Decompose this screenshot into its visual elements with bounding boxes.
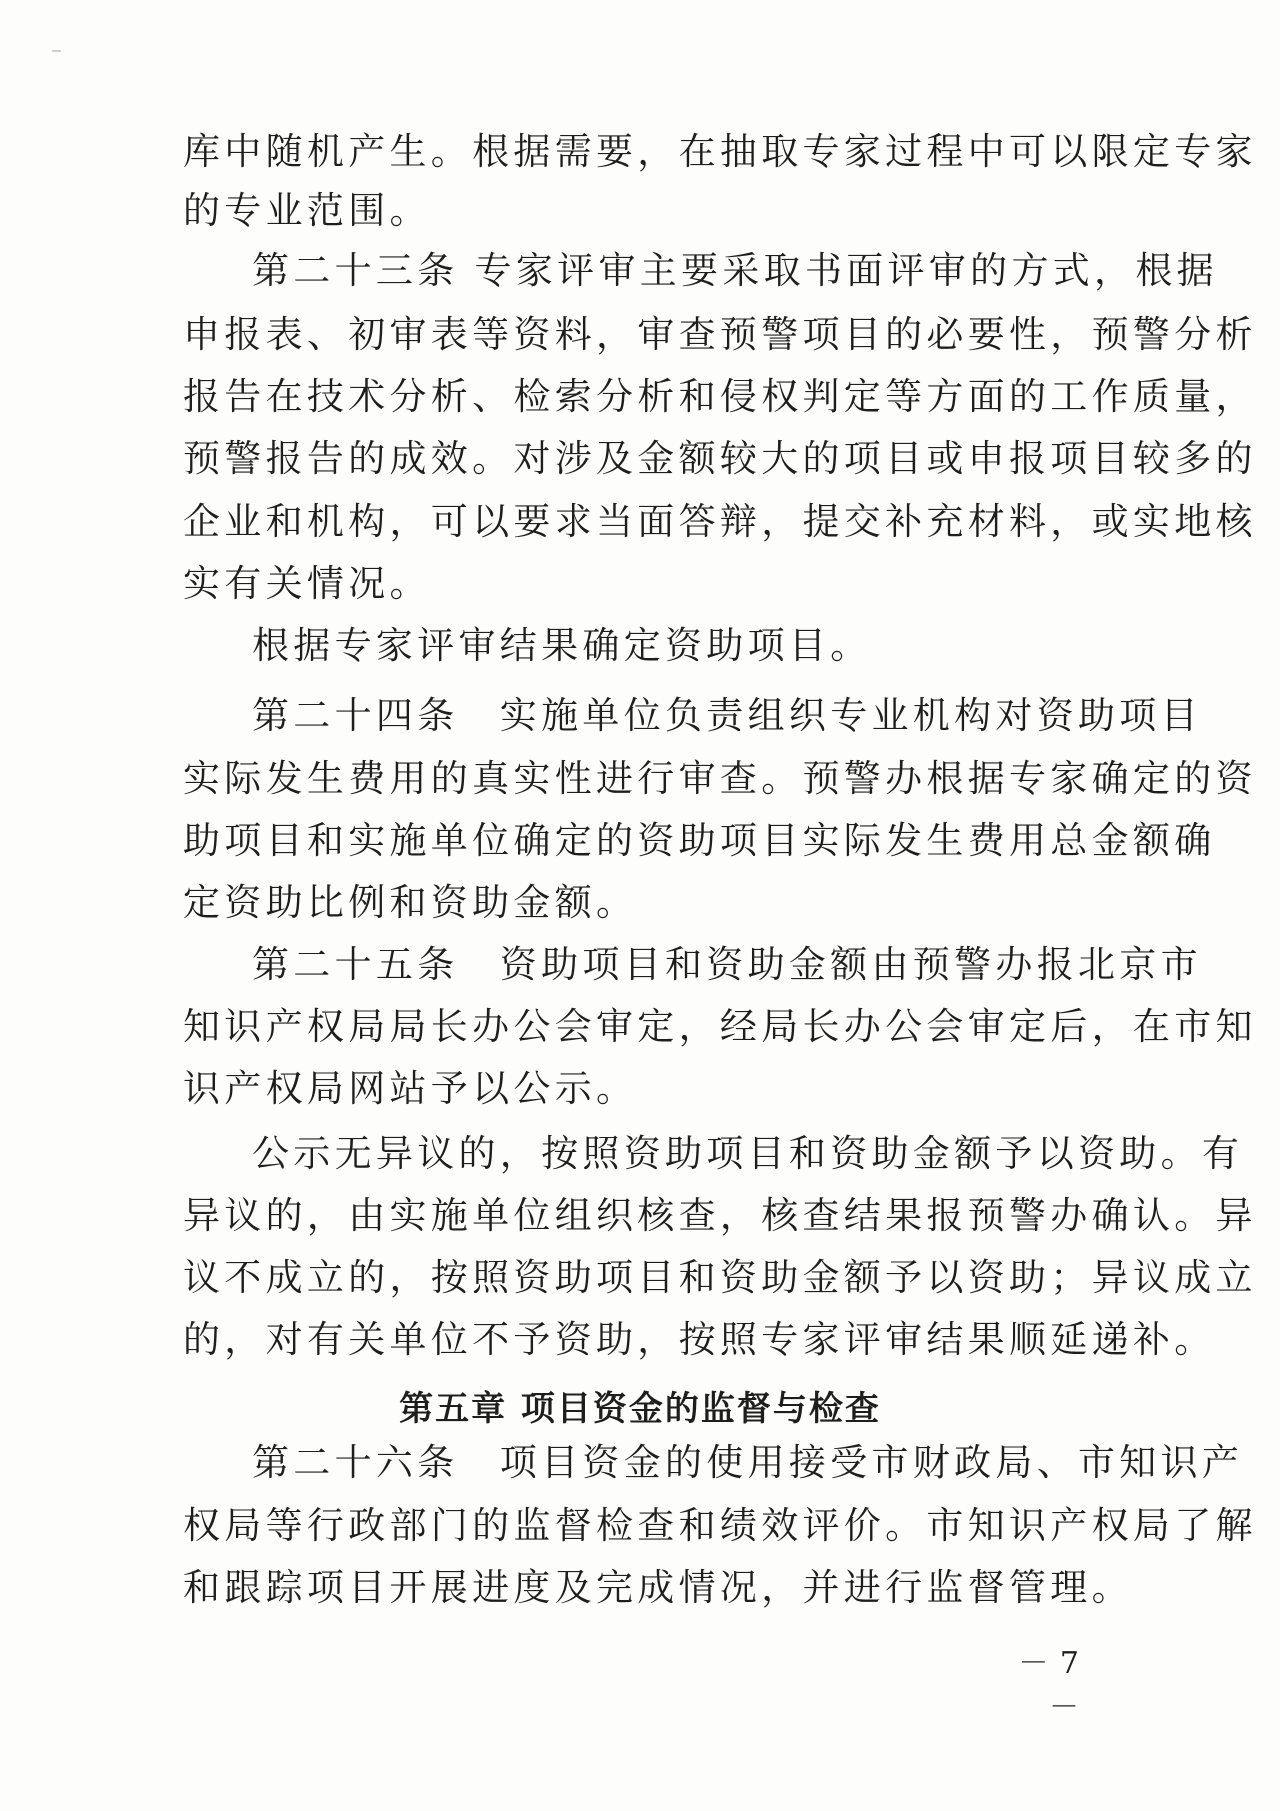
text-line: 的专业范围。 (183, 189, 431, 232)
text-line: 企业和机构，可以要求当面答辩，提交补充材料，或实地核 (183, 500, 1257, 543)
text-line: 权局等行政部门的监督检查和绩效评价。市知识产权局了解 (183, 1504, 1257, 1547)
text-line: 议不成立的，按照资助项目和资助金额予以资助；异议成立 (183, 1256, 1257, 1299)
text-line: 异议的，由实施单位组织核查，核查结果报预警办确认。异 (183, 1194, 1257, 1237)
chapter-heading: 第五章 项目资金的监督与检查 (399, 1389, 881, 1429)
text-line: 的，对有关单位不予资助，按照专家评审结果顺延递补。 (183, 1318, 1216, 1361)
text-line: 识产权局网站予以公示。 (183, 1067, 638, 1110)
scan-mark (52, 50, 61, 52)
text-line: 实有关情况。 (183, 562, 431, 605)
text-line: 助项目和实施单位确定的资助项目实际发生费用总金额确 (183, 819, 1216, 862)
article-26-line: 第二十六条 项目资金的使用接受市财政局、市知识产 (252, 1441, 1244, 1484)
text-line: 实际发生费用的真实性进行审查。预警办根据专家确定的资 (183, 757, 1257, 800)
text-line: 和跟踪项目开展进度及完成情况，并进行监督管理。 (183, 1566, 1133, 1609)
article-25-line: 第二十五条 资助项目和资助金额由预警办报北京市 (252, 943, 1202, 986)
text-line: 申报表、初审表等资料，审查预警项目的必要性，预警分析 (183, 313, 1257, 356)
text-line: 定资助比例和资助金额。 (183, 881, 638, 924)
paragraph-line: 根据专家评审结果确定资助项目。 (252, 624, 872, 667)
page-number: － 7 － (1018, 1646, 1080, 1725)
text-line: 库中随机产生。根据需要，在抽取专家过程中可以限定专家 (183, 130, 1257, 173)
text-line: 预警报告的成效。对涉及金额较大的项目或申报项目较多的 (183, 437, 1257, 480)
article-24-line: 第二十四条 实施单位负责组织专业机构对资助项目 (252, 694, 1202, 737)
text-line: 报告在技术分析、检索分析和侵权判定等方面的工作质量， (183, 375, 1257, 418)
text-line: 知识产权局局长办公会审定，经局长办公会审定后，在市知 (183, 1005, 1257, 1048)
paragraph-line: 公示无异议的，按照资助项目和资助金额予以资助。有 (252, 1132, 1244, 1175)
article-23-line: 第二十三条 专家评审主要采取书面评审的方式，根据 (252, 249, 1218, 292)
